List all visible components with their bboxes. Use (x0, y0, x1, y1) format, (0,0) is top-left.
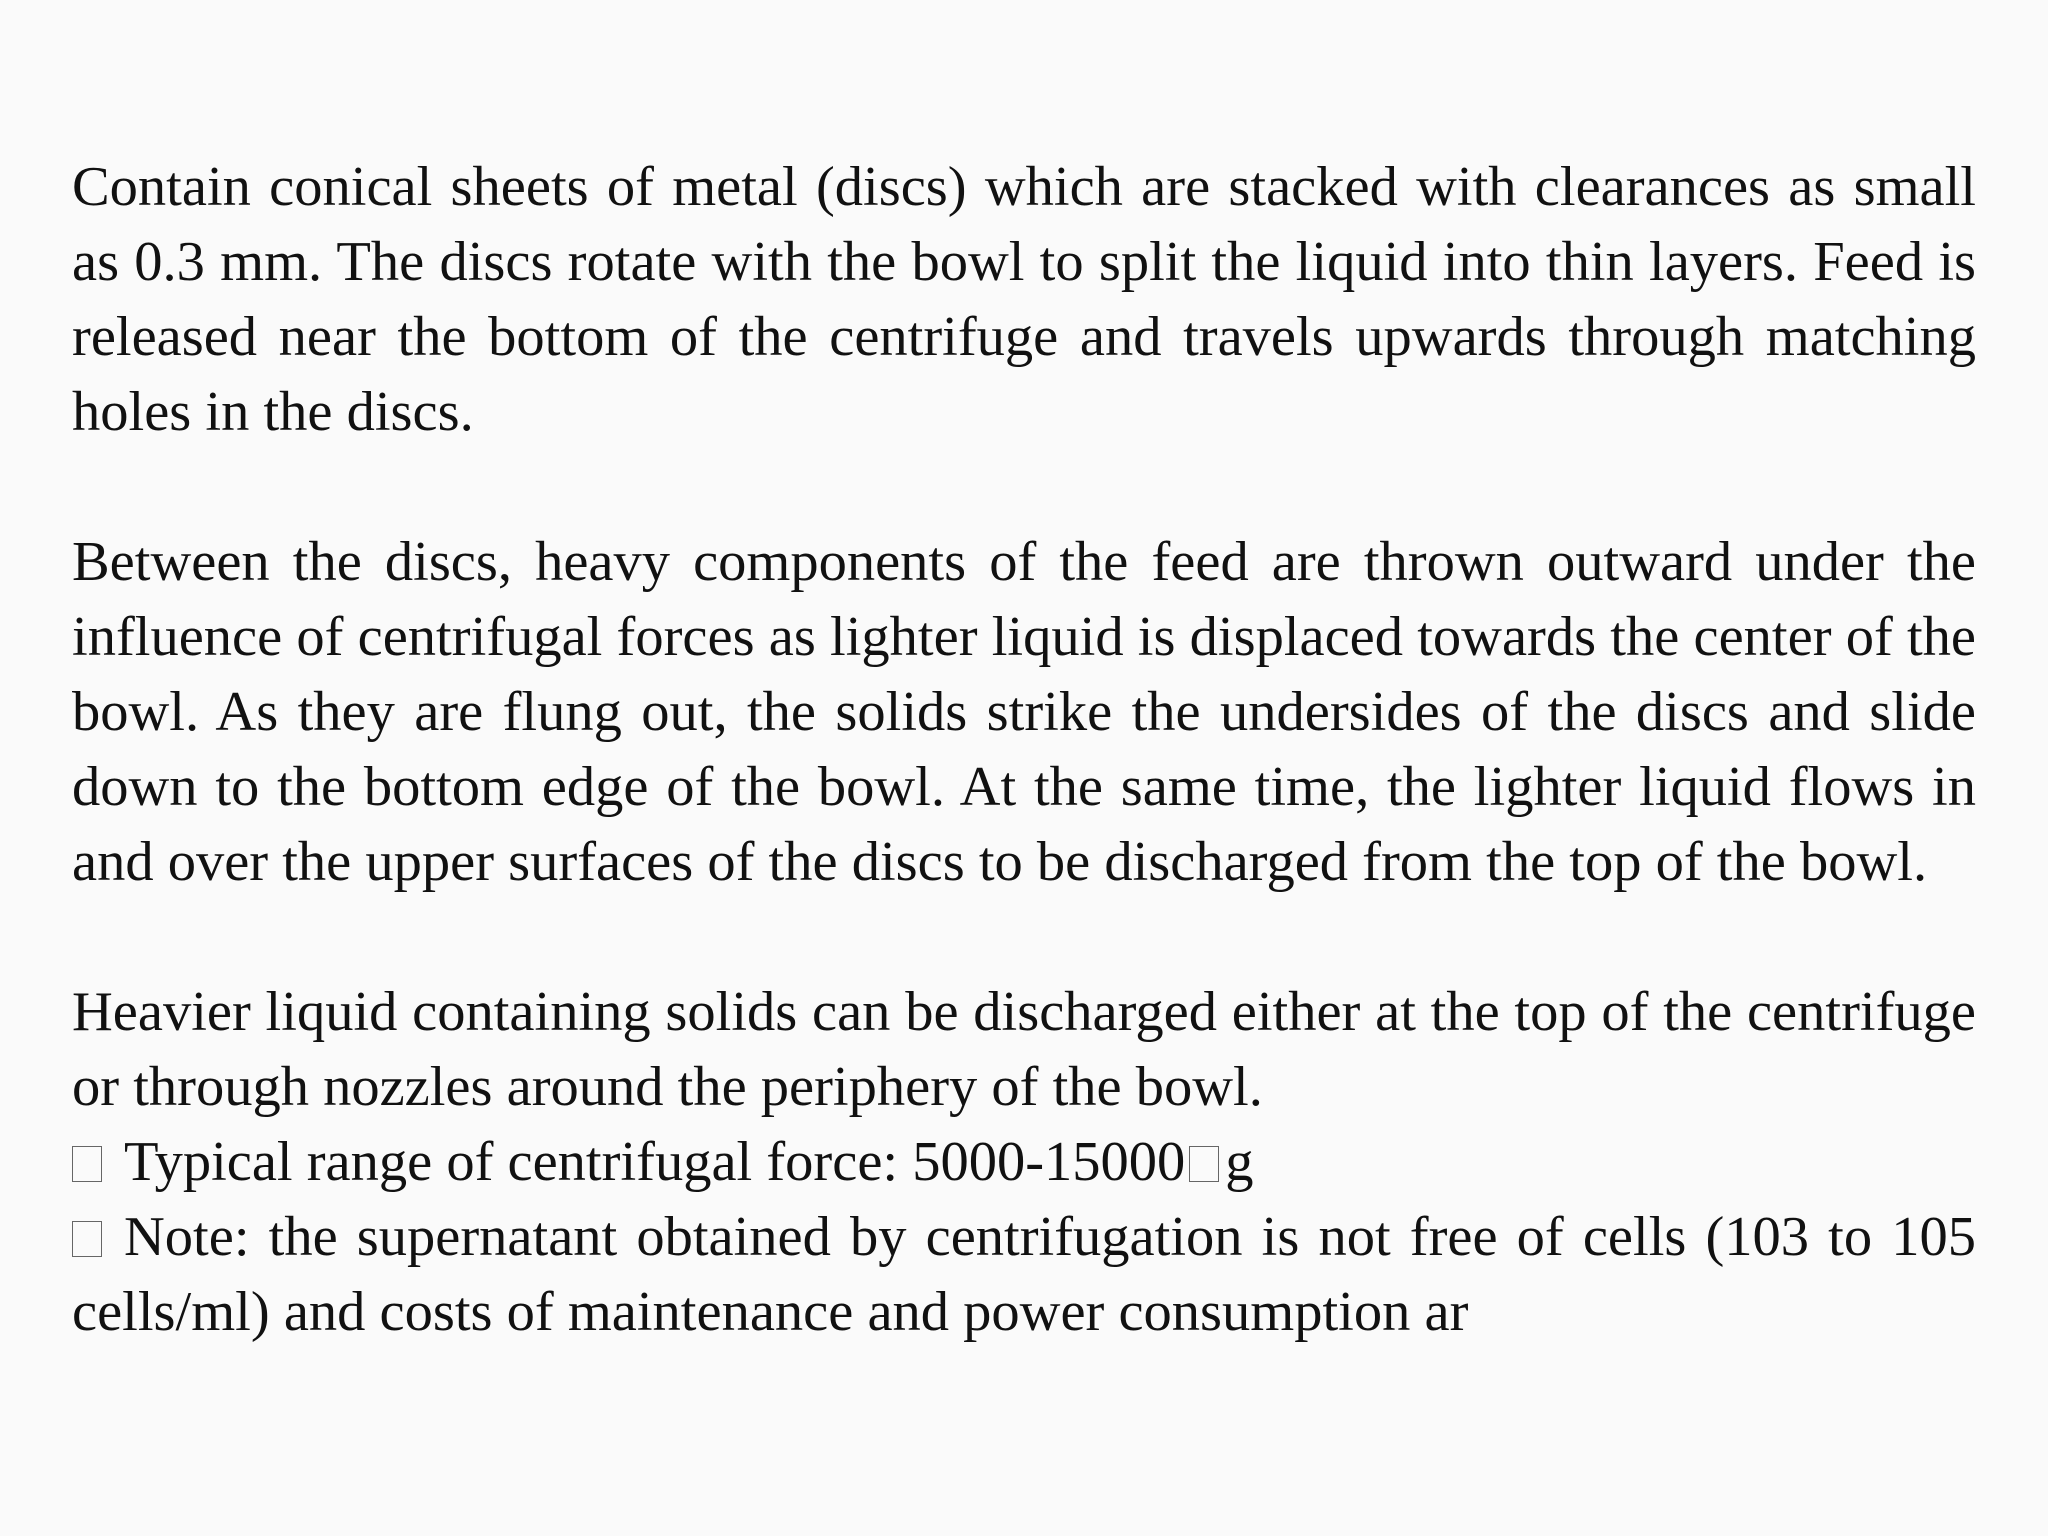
document-body (72, 150, 1976, 1350)
bullet-centrifugal-force (72, 1125, 1976, 1200)
bullet-box-icon (72, 1221, 102, 1257)
missing-glyph-box-icon (1189, 1146, 1219, 1182)
bullet-box-icon (72, 1146, 102, 1182)
paragraph-spacer (72, 450, 1976, 525)
paragraph-spacer (72, 900, 1976, 975)
force-range-text: Typical range of centrifugal force: 5000-15000 (124, 1131, 1186, 1193)
force-unit-text: g (1225, 1131, 1254, 1193)
paragraph-disc-description: Contain conical sheets of metal (discs) which are stacked with clearances as small as 0.3 mm. The discs rotate with the bowl to split the liquid into thin layers. Feed is released near the bottom of the centrifuge and travels upwards through matching holes in the discs. (72, 156, 1976, 443)
note-text: Note: the supernatant obtained by centrifugation is not free of cells (103 to 105 cells/ml) and costs of maintenance and power consumption ar (72, 1206, 1976, 1343)
paragraph-separation-process: Between the discs, heavy components of the feed are thrown outward under the influence of centrifugal forces as lighter liquid is displaced towards the center of the bowl. As they are flung out, the solids strike the undersides of the discs and slide down to the bottom edge of the bowl. At the same time, the lighter liquid flows in and over the upper surfaces of the discs to be discharged from the top of the bowl. (72, 531, 1976, 893)
bullet-note (72, 1200, 1976, 1350)
paragraph-heavy-liquid-discharge: Heavier liquid containing solids can be discharged either at the top of the centrifuge or through nozzles around the periphery of the bowl. (72, 981, 1976, 1118)
